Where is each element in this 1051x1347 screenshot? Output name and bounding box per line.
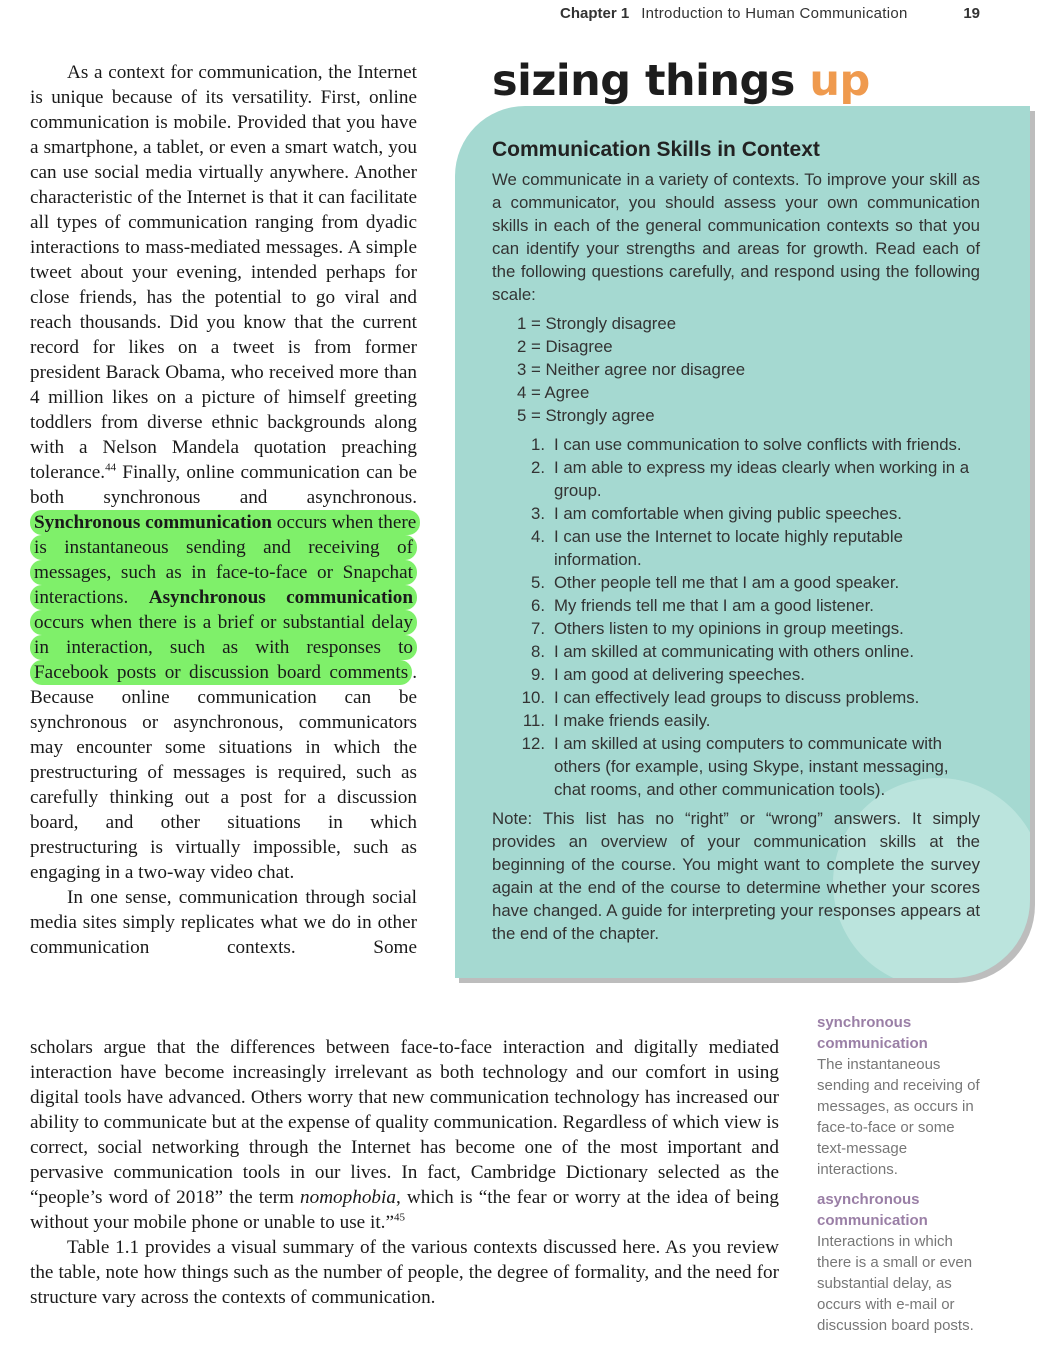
- scale-item: 2 = Disagree: [517, 337, 613, 356]
- chapter-title: Introduction to Human Communication: [641, 5, 908, 22]
- question-number: 7.: [531, 619, 545, 638]
- question-text: I am skilled at using computers to communicate with others (for example, using Skype, instant messaging, chat rooms, and other communication tools).: [554, 734, 949, 799]
- question-number: 9.: [531, 665, 545, 684]
- question-text: I make friends easily.: [554, 711, 711, 730]
- question-text: I can use the Internet to locate highly reputable information.: [554, 527, 903, 569]
- body-text: occurs when there is instantaneous sending and receiving of messages, such as in face-to-face or Snapchat interactions.: [34, 512, 417, 608]
- question-number: 8.: [531, 642, 545, 661]
- italic-term: nomophobia: [300, 1187, 396, 1208]
- body-text: , which is “the fear or worry at the idea of being without your mobile phone or unable to use it.”: [30, 1187, 779, 1233]
- body-text: Finally, online communication can be both synchronous and asynchronous.: [30, 462, 417, 508]
- endnote-ref-44: 44: [105, 461, 117, 474]
- body-text: .: [412, 662, 417, 683]
- glossary-definition: Interactions in which there is a small or even substantial delay, as occurs with e-mail or discussion board posts.: [817, 1233, 974, 1334]
- question-text: I am good at delivering speeches.: [554, 665, 805, 684]
- question-text: I am able to express my ideas clearly when working in a group.: [554, 458, 970, 500]
- question-number: 5.: [531, 573, 545, 592]
- question-item: [492, 640, 980, 663]
- question-item: [492, 709, 980, 732]
- feature-title-accent: up: [809, 56, 870, 106]
- glossary-term: synchronous communication: [817, 1014, 928, 1052]
- body-paragraph-2-cont: [30, 1035, 779, 1235]
- question-item: [492, 686, 980, 709]
- question-item: [492, 571, 980, 594]
- page-number: 19: [963, 5, 980, 22]
- feature-title: [492, 56, 870, 106]
- question-number: 11.: [522, 711, 545, 730]
- glossary-entry-synchronous: [817, 1012, 987, 1180]
- feature-box-content: [492, 136, 980, 945]
- body-paragraph-1: [30, 60, 417, 885]
- highlighted-definition: [30, 510, 420, 685]
- body-text: scholars argue that the differences between face-to-face interaction and digitally mediated interaction have become increasingly irrelevant as both technology and our comfort in using digital tools have advanced. Others worry that new communication technology has increased our ability to communicate but at the expense of quality communication. Regardless of which view is correct, social networking through the Internet has become one of the most important and pervasive communication tools in our lives. In fact, Cambridge Dictionary selected as the “people’s word of 2018” the term: [30, 1037, 779, 1208]
- glossary-entry-asynchronous: [817, 1189, 987, 1336]
- feature-heading: Communication Skills in Context: [492, 138, 820, 161]
- question-item: [492, 594, 980, 617]
- question-number: 10.: [521, 688, 545, 707]
- rating-scale: [517, 312, 980, 427]
- question-item: [492, 663, 980, 686]
- chapter-label: Chapter 1: [560, 5, 630, 22]
- body-paragraph-2-start: In one sense, communication through social media sites simply replicates what we do in other communication contexts. Some: [30, 887, 417, 958]
- question-number: 4.: [531, 527, 545, 546]
- question-number: 1.: [531, 435, 545, 454]
- question-item: [492, 732, 980, 801]
- question-text: I am comfortable when giving public speeches.: [554, 504, 902, 523]
- body-column-narrow: [30, 60, 417, 960]
- question-number: 6.: [531, 596, 545, 615]
- feature-box: [455, 106, 1030, 978]
- question-item: [492, 525, 980, 571]
- question-number: 2.: [531, 458, 545, 477]
- body-paragraph-3: Table 1.1 provides a visual summary of the various contexts discussed here. As you review the table, note how things such as the number of people, the degree of formality, and the need for structure vary across the contexts of communication.: [30, 1237, 779, 1308]
- question-text: Other people tell me that I am a good speaker.: [554, 573, 900, 592]
- key-term-asynchronous: Asynchronous communication: [148, 587, 413, 608]
- question-number: 12.: [521, 734, 545, 753]
- running-header: [560, 5, 990, 25]
- body-text: occurs when there is a brief or substantial delay in interaction, such as with responses to Facebook posts or discussion board comments: [34, 612, 413, 683]
- scale-item: 1 = Strongly disagree: [517, 314, 677, 333]
- question-text: My friends tell me that I am a good listener.: [554, 596, 874, 615]
- glossary-definition: The instantaneous sending and receiving of messages, as occurs in face-to-face or some text-message interactions.: [817, 1056, 980, 1178]
- key-term-synchronous: Synchronous communication: [34, 512, 272, 533]
- scale-item: 3 = Neither agree nor disagree: [517, 360, 746, 379]
- question-list: [492, 433, 980, 801]
- feature-intro: We communicate in a variety of contexts. To improve your skill as a communicator, you should assess your own communication skills in each of the general communication contexts so that you can identify your strengths and areas for growth. Read each of the following questions carefully, and respond using the following scale:: [492, 170, 980, 304]
- question-text: I can use communication to solve conflicts with friends.: [554, 435, 962, 454]
- scale-item: 5 = Strongly agree: [517, 406, 655, 425]
- question-item: [492, 456, 980, 502]
- endnote-ref-45: 45: [393, 1211, 405, 1224]
- question-text: Others listen to my opinions in group meetings.: [554, 619, 904, 638]
- glossary-term: asynchronous communication: [817, 1191, 928, 1229]
- question-item: [492, 502, 980, 525]
- feature-title-main: sizing things: [492, 56, 795, 106]
- question-item: [492, 433, 980, 456]
- feature-note: Note: This list has no “right” or “wrong” answers. It simply provides an overview of your communication skills at the beginning of the course. You might want to complete the survey again at the end of the course to determine whether your scores have changed. A guide for interpreting your responses appears at the end of the chapter.: [492, 809, 980, 943]
- question-number: 3.: [531, 504, 545, 523]
- question-text: I am skilled at communicating with others online.: [554, 642, 915, 661]
- body-text: Because online communication can be synchronous or asynchronous, communicators may encounter some situations in which the prestructuring of messages is required, such as carefully thinking out a post for a discussion board, and other situations in which prestructuring is virtually impossible, such as engaging in a two-way video chat.: [30, 687, 417, 883]
- body-text: As a context for communication, the Internet is unique because of its versatility. First, online communication is mobile. Provided that you have a smartphone, a tablet, or even a smart watch, you can use social media virtually anywhere. Another characteristic of the Internet is that it can facilitate all types of communication ranging from dyadic interactions to mass-mediated messages. A simple tweet about your evening, intended perhaps for close friends, has the potential to go viral and reach thousands. Did you know that the current record for likes on a tweet is from former president Barack Obama, who received more than 4 million likes on a picture of himself greeting toddlers from diverse ethnic backgrounds along with a Nelson Mandela quotation preaching tolerance.: [30, 62, 417, 483]
- question-item: [492, 617, 980, 640]
- question-text: I can effectively lead groups to discuss problems.: [554, 688, 920, 707]
- body-column-wide: [30, 1035, 779, 1310]
- scale-item: 4 = Agree: [517, 383, 590, 402]
